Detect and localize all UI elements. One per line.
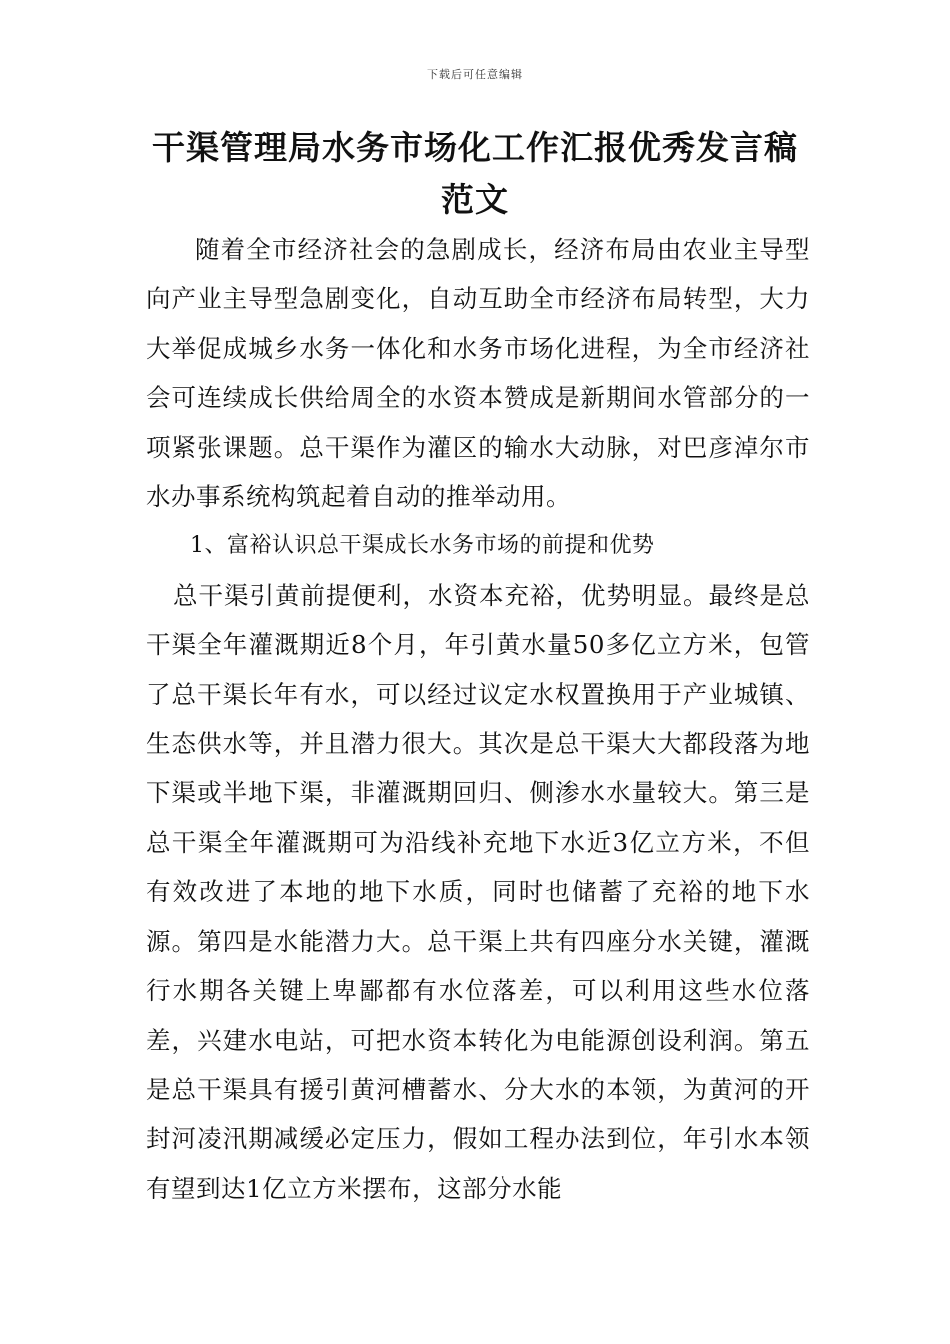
paragraph-intro: 随着全市经济社会的急剧成长，经济布局由农业主导型向产业主导型急剧变化，自动互助全市经济布局转型，大力大举促成城乡水务一体化和水务市场化进程，为全市经济社会可连续成长供给周全的水资本赞成是新期间水管部分的一项紧张课题。总干渠作为灌区的输水大动脉，对巴彦淖尔市水办事系统构筑起着自动的推举动用。 — [146, 235, 810, 512]
section-heading: 1、富裕认识总干渠成长水务市场的前提和优势 — [190, 533, 655, 559]
document-body — [146, 225, 810, 1213]
document-title: 干渠管理局水务市场化工作汇报优秀发言稿范文 — [152, 128, 798, 219]
paragraph-advantages: 总干渠引黄前提便利，水资本充裕，优势明显。最终是总干渠全年灌溉期近8个月，年引黄水量50多亿立方米，包管了总干渠长年有水，可以经过议定水权置换用于产业城镇、生态供水等，并且潜力很大。其次是总干渠大大都段落为地下渠或半地下渠，非灌溉期回归、侧渗水水量较大。第三是总干渠全年灌溉期可为沿线补充地下水近3亿立方米，不但有效改进了本地的地下水质，同时也储蓄了充裕的地下水源。第四是水能潜力大。总干渠上共有四座分水关键，灌溉行水期各关键上卑鄙都有水位落差，可以利用这些水位落差，兴建水电站，可把水资本转化为电能源创设利润。第五是总干渠具有援引黄河槽蓄水、分大水的本领，为黄河的开封河凌汛期减缓必定压力，假如工程办法到位，年引水本领有望到达1亿立方米摆布，这部分水能 — [146, 580, 810, 1203]
header-note: 下载后可任意编辑 — [427, 68, 523, 81]
